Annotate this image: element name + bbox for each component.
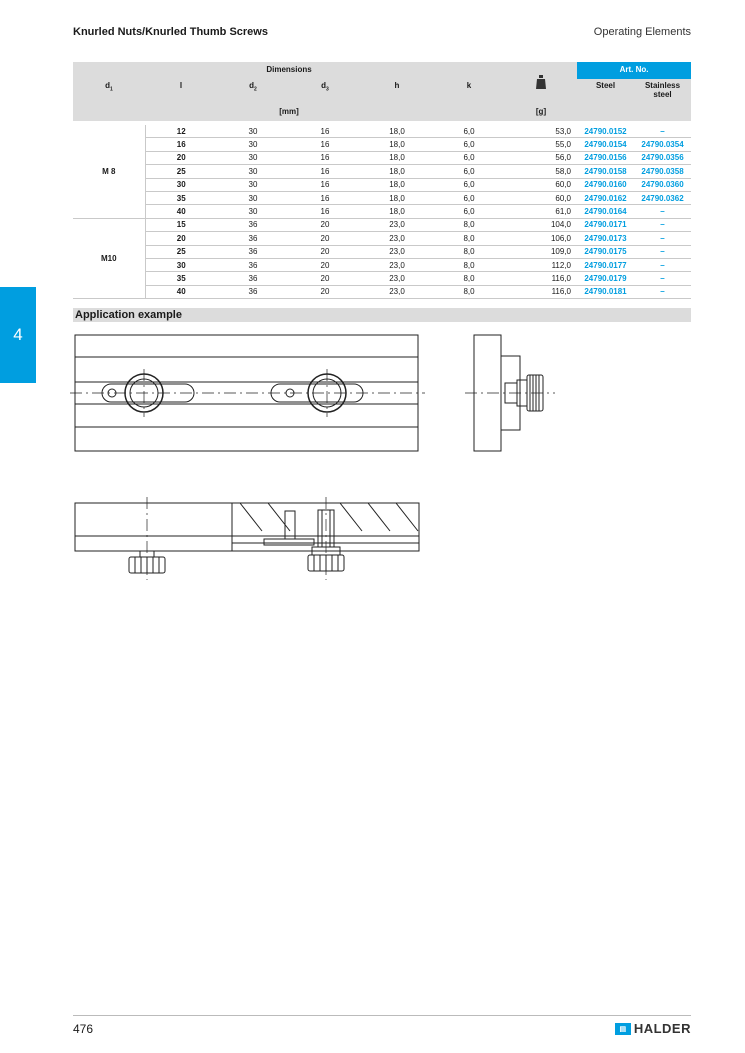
cell-d2: 36	[217, 218, 289, 231]
table-row	[73, 245, 691, 258]
cell-l: 15	[145, 218, 217, 231]
page-number: 476	[73, 1022, 94, 1036]
cell-d2: 36	[217, 232, 289, 245]
cell-h: 23,0	[361, 245, 433, 258]
col-d1: $d_1$	[73, 79, 145, 101]
cell-d2: 30	[217, 125, 289, 138]
cell-d2: 36	[217, 245, 289, 258]
cell-h: 18,0	[361, 165, 433, 178]
unit-g: [g]	[505, 101, 577, 121]
table-row	[73, 138, 691, 151]
cell-d3: 20	[289, 218, 361, 231]
cell-d3: 16	[289, 125, 361, 138]
cell-d2: 30	[217, 191, 289, 204]
cell-d2: 36	[217, 285, 289, 298]
cell-l: 25	[145, 165, 217, 178]
plate-section-view	[75, 503, 419, 551]
cell-k: 8,0	[433, 245, 505, 258]
art-no-header: Art. No.	[577, 62, 691, 79]
col-d3: $d_3$	[289, 79, 361, 101]
cell-h: 23,0	[361, 285, 433, 298]
cell-g: 116,0	[505, 285, 577, 298]
col-k: k	[433, 79, 505, 101]
cell-k: 6,0	[433, 178, 505, 191]
chapter-number: 4	[13, 325, 23, 344]
cell-g: 53,0	[505, 125, 577, 138]
table-row	[73, 285, 691, 298]
col-steel: Steel	[577, 79, 634, 101]
cell-h: 18,0	[361, 151, 433, 164]
table-row	[73, 151, 691, 164]
application-drawing	[0, 325, 745, 585]
cell-steel[interactable]: 24790.0158	[577, 165, 634, 178]
dimensions-table-wrap	[73, 62, 691, 299]
cell-stainless[interactable]: –	[634, 272, 691, 285]
cell-d3: 20	[289, 258, 361, 271]
thread-cell: M10	[73, 218, 145, 298]
page-title: Knurled Nuts/Knurled Thumb Screws	[73, 26, 268, 38]
cell-k: 6,0	[433, 165, 505, 178]
cell-steel[interactable]: 24790.0175	[577, 245, 634, 258]
cell-steel[interactable]: 24790.0181	[577, 285, 634, 298]
cell-k: 8,0	[433, 272, 505, 285]
cell-d3: 16	[289, 138, 361, 151]
cell-d2: 30	[217, 165, 289, 178]
cell-l: 30	[145, 258, 217, 271]
cell-d2: 30	[217, 138, 289, 151]
cell-steel[interactable]: 24790.0164	[577, 205, 634, 218]
table-row	[73, 218, 691, 231]
table-row	[73, 258, 691, 271]
cell-k: 8,0	[433, 285, 505, 298]
cell-steel[interactable]: 24790.0160	[577, 178, 634, 191]
cell-d2: 30	[217, 178, 289, 191]
cell-stainless[interactable]: –	[634, 245, 691, 258]
cell-g: 61,0	[505, 205, 577, 218]
cell-l: 25	[145, 245, 217, 258]
cell-h: 18,0	[361, 138, 433, 151]
cell-stainless[interactable]: 24790.0362	[634, 191, 691, 204]
cell-k: 6,0	[433, 138, 505, 151]
cell-steel[interactable]: 24790.0173	[577, 232, 634, 245]
cell-l: 35	[145, 191, 217, 204]
cell-stainless[interactable]: –	[634, 218, 691, 231]
cell-k: 8,0	[433, 232, 505, 245]
cell-d3: 20	[289, 245, 361, 258]
cell-h: 23,0	[361, 218, 433, 231]
cell-g: 116,0	[505, 272, 577, 285]
table-row	[73, 125, 691, 138]
cell-k: 6,0	[433, 191, 505, 204]
cell-d3: 16	[289, 191, 361, 204]
cell-d3: 16	[289, 165, 361, 178]
cell-k: 8,0	[433, 218, 505, 231]
cell-l: 40	[145, 285, 217, 298]
cell-g: 60,0	[505, 191, 577, 204]
cell-g: 56,0	[505, 151, 577, 164]
cell-h: 23,0	[361, 272, 433, 285]
cell-l: 35	[145, 272, 217, 285]
cell-h: 18,0	[361, 178, 433, 191]
cell-steel[interactable]: 24790.0156	[577, 151, 634, 164]
cell-d3: 16	[289, 178, 361, 191]
cell-g: 106,0	[505, 232, 577, 245]
cell-l: 30	[145, 178, 217, 191]
halder-logo-icon: ▤	[615, 1023, 631, 1035]
cell-stainless[interactable]: 24790.0354	[634, 138, 691, 151]
weight-icon	[536, 75, 546, 89]
cell-h: 18,0	[361, 191, 433, 204]
col-h: h	[361, 79, 433, 101]
section-title: Operating Elements	[593, 26, 691, 38]
brand-name: HALDER	[633, 1021, 691, 1036]
table-row	[73, 165, 691, 178]
table-row	[73, 205, 691, 218]
cell-steel[interactable]: 24790.0177	[577, 258, 634, 271]
cell-steel[interactable]: 24790.0162	[577, 191, 634, 204]
cell-steel[interactable]: 24790.0152	[577, 125, 634, 138]
cell-l: 20	[145, 232, 217, 245]
brand-logo	[615, 1021, 691, 1036]
cell-d2: 36	[217, 272, 289, 285]
table-row	[73, 178, 691, 191]
table-body	[73, 125, 691, 299]
weight-header	[505, 62, 577, 101]
cell-h: 18,0	[361, 205, 433, 218]
cell-stainless[interactable]: 24790.0358	[634, 165, 691, 178]
cell-g: 55,0	[505, 138, 577, 151]
unit-mm: [mm]	[73, 101, 505, 121]
cell-d3: 16	[289, 205, 361, 218]
cell-g: 60,0	[505, 178, 577, 191]
cell-d3: 16	[289, 151, 361, 164]
cell-steel[interactable]: 24790.0154	[577, 138, 634, 151]
cell-stainless[interactable]: –	[634, 258, 691, 271]
cell-g: 104,0	[505, 218, 577, 231]
dimensions-header: Dimensions	[73, 62, 505, 79]
cell-steel[interactable]: 24790.0171	[577, 218, 634, 231]
cell-d3: 20	[289, 232, 361, 245]
cell-l: 16	[145, 138, 217, 151]
cell-stainless[interactable]: –	[634, 285, 691, 298]
cell-k: 6,0	[433, 151, 505, 164]
col-stainless: Stainless steel	[634, 79, 691, 101]
cell-h: 18,0	[361, 125, 433, 138]
cell-d2: 36	[217, 258, 289, 271]
cell-l: 12	[145, 125, 217, 138]
cell-g: 58,0	[505, 165, 577, 178]
cell-d3: 20	[289, 272, 361, 285]
cell-d3: 20	[289, 285, 361, 298]
table-row	[73, 191, 691, 204]
dimensions-table	[73, 62, 691, 299]
cell-g: 109,0	[505, 245, 577, 258]
cell-k: 6,0	[433, 125, 505, 138]
cell-stainless[interactable]: –	[634, 232, 691, 245]
footer-divider	[73, 1015, 691, 1016]
cell-d2: 30	[217, 151, 289, 164]
thread-cell: M 8	[73, 125, 145, 218]
cell-d2: 30	[217, 205, 289, 218]
col-l: l	[145, 79, 217, 101]
cell-stainless[interactable]: –	[634, 125, 691, 138]
cell-stainless[interactable]: 24790.0360	[634, 178, 691, 191]
cell-k: 6,0	[433, 205, 505, 218]
table-row	[73, 272, 691, 285]
col-d2: $d_2$	[217, 79, 289, 101]
cell-l: 20	[145, 151, 217, 164]
cell-h: 23,0	[361, 258, 433, 271]
application-example-heading: Application example	[73, 308, 691, 322]
cell-k: 8,0	[433, 258, 505, 271]
cell-steel[interactable]: 24790.0179	[577, 272, 634, 285]
cell-stainless[interactable]: –	[634, 205, 691, 218]
cell-l: 40	[145, 205, 217, 218]
cell-h: 23,0	[361, 232, 433, 245]
cell-g: 112,0	[505, 258, 577, 271]
cell-stainless[interactable]: 24790.0356	[634, 151, 691, 164]
table-row	[73, 232, 691, 245]
